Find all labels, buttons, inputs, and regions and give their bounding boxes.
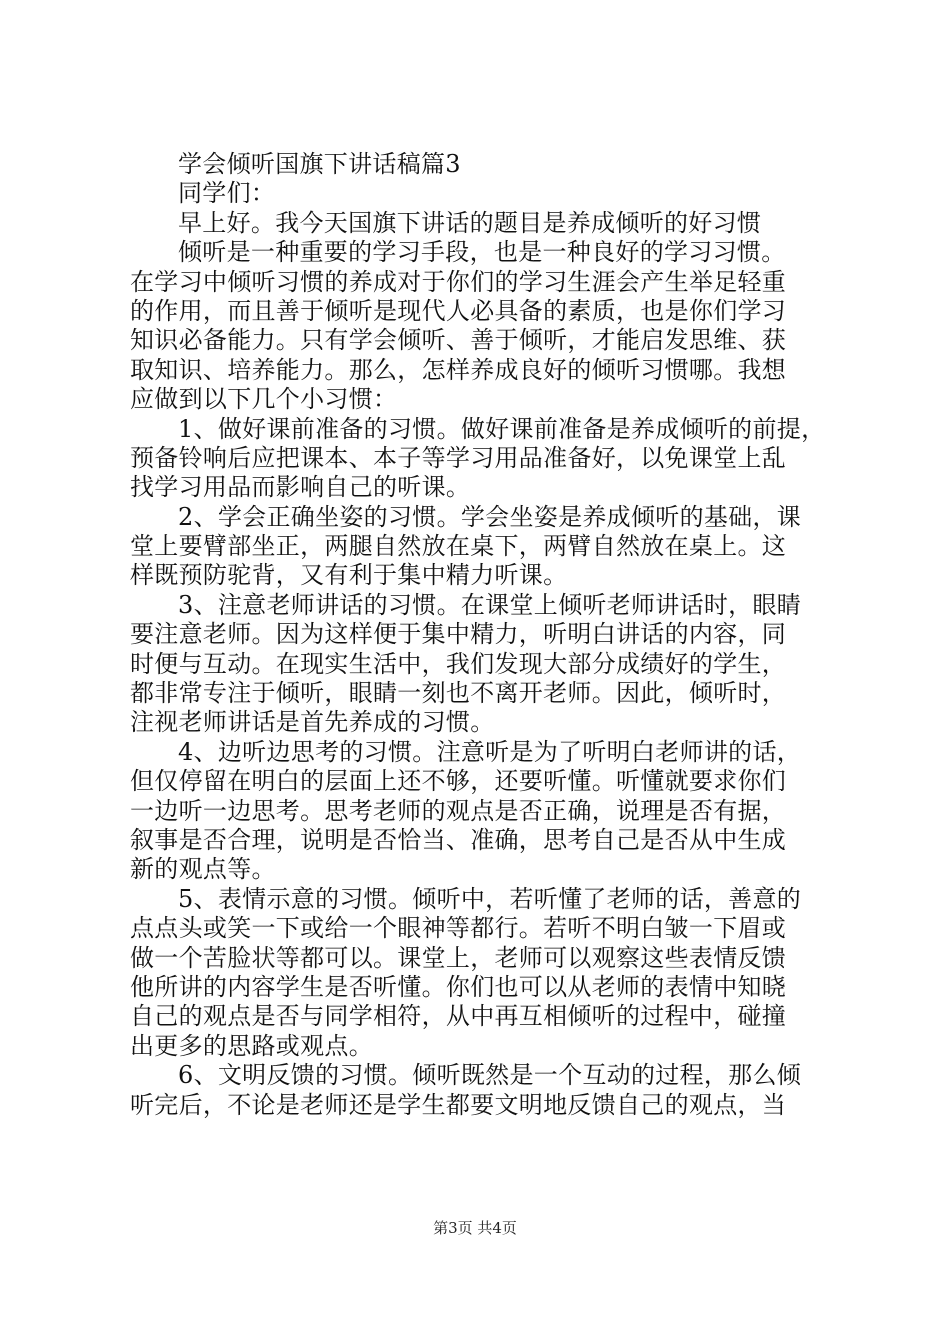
text-line: 都非常专注于倾听，眼睛一刻也不离开老师。因此，倾听时，: [130, 679, 787, 708]
page-footer: 第3页 共4页: [433, 1219, 517, 1237]
text-line: 的作用，而且善于倾听是现代人必具备的素质，也是你们学习: [130, 296, 787, 325]
text-line: 一边听一边思考。思考老师的观点是否正确，说理是否有据，: [130, 796, 787, 825]
text-line: 注视老师讲话是首先养成的习惯。: [130, 708, 495, 737]
text-line: 在学习中倾听习惯的养成对于你们的学习生涯会产生举足轻重: [130, 267, 787, 296]
text-line: 时便与互动。在现实生活中，我们发现大部分成绩好的学生，: [130, 649, 787, 678]
text-line: 点点头或笑一下或给一个眼神等都行。若听不明白皱一下眉或: [130, 914, 787, 943]
text-line: 2、学会正确坐姿的习惯。学会坐姿是养成倾听的基础，课: [178, 502, 802, 531]
text-line: 但仅停留在明白的层面上还不够，还要听懂。听懂就要求你们: [130, 767, 787, 796]
text-line: 预备铃响后应把课本、本子等学习用品准备好，以免课堂上乱: [130, 443, 787, 472]
text-line: 新的观点等。: [130, 855, 276, 884]
text-line: 取知识、培养能力。那么，怎样养成良好的倾听习惯哪。我想: [130, 355, 787, 384]
text-line: 同学们：: [178, 179, 276, 208]
text-line: 堂上要臂部坐正，两腿自然放在桌下，两臂自然放在桌上。这: [130, 532, 787, 561]
text-line: 他所讲的内容学生是否听懂。你们也可以从老师的表情中知晓: [130, 972, 787, 1001]
text-line: 1、做好课前准备的习惯。做好课前准备是养成倾听的前提，: [178, 414, 826, 443]
text-line: 应做到以下几个小习惯：: [130, 385, 398, 414]
text-line: 要注意老师。因为这样便于集中精力，听明白讲话的内容，同: [130, 620, 787, 649]
text-line: 找学习用品而影响自己的听课。: [130, 473, 471, 502]
text-line: 听完后，不论是老师还是学生都要文明地反馈自己的观点，当: [130, 1090, 787, 1119]
text-line: 倾听是一种重要的学习手段，也是一种良好的学习习惯。: [178, 238, 786, 267]
text-line: 出更多的思路或观点。: [130, 1031, 373, 1060]
text-line: 知识必备能力。只有学会倾听、善于倾听，才能启发思维、获: [130, 326, 787, 355]
document-body: [130, 150, 830, 1120]
text-line: 5、表情示意的习惯。倾听中，若听懂了老师的话，善意的: [178, 884, 802, 913]
text-line: 自己的观点是否与同学相符，从中再互相倾听的过程中，碰撞: [130, 1002, 787, 1031]
text-line: 样既预防驼背，又有利于集中精力听课。: [130, 561, 568, 590]
text-line: 6、文明反馈的习惯。倾听既然是一个互动的过程，那么倾: [178, 1061, 802, 1090]
text-line: 4、边听边思考的习惯。注意听是为了听明白老师讲的话，: [178, 737, 802, 766]
text-line: 叙事是否合理，说明是否恰当、准确，思考自己是否从中生成: [130, 825, 787, 854]
text-line: 早上好。我今天国旗下讲话的题目是养成倾听的好习惯: [178, 208, 762, 237]
text-line: 3、注意老师讲话的习惯。在课堂上倾听老师讲话时，眼睛: [178, 590, 802, 619]
text-line: 学会倾听国旗下讲话稿篇3: [178, 150, 461, 178]
text-line: 做一个苦脸状等都可以。课堂上，老师可以观察这些表情反馈: [130, 943, 787, 972]
